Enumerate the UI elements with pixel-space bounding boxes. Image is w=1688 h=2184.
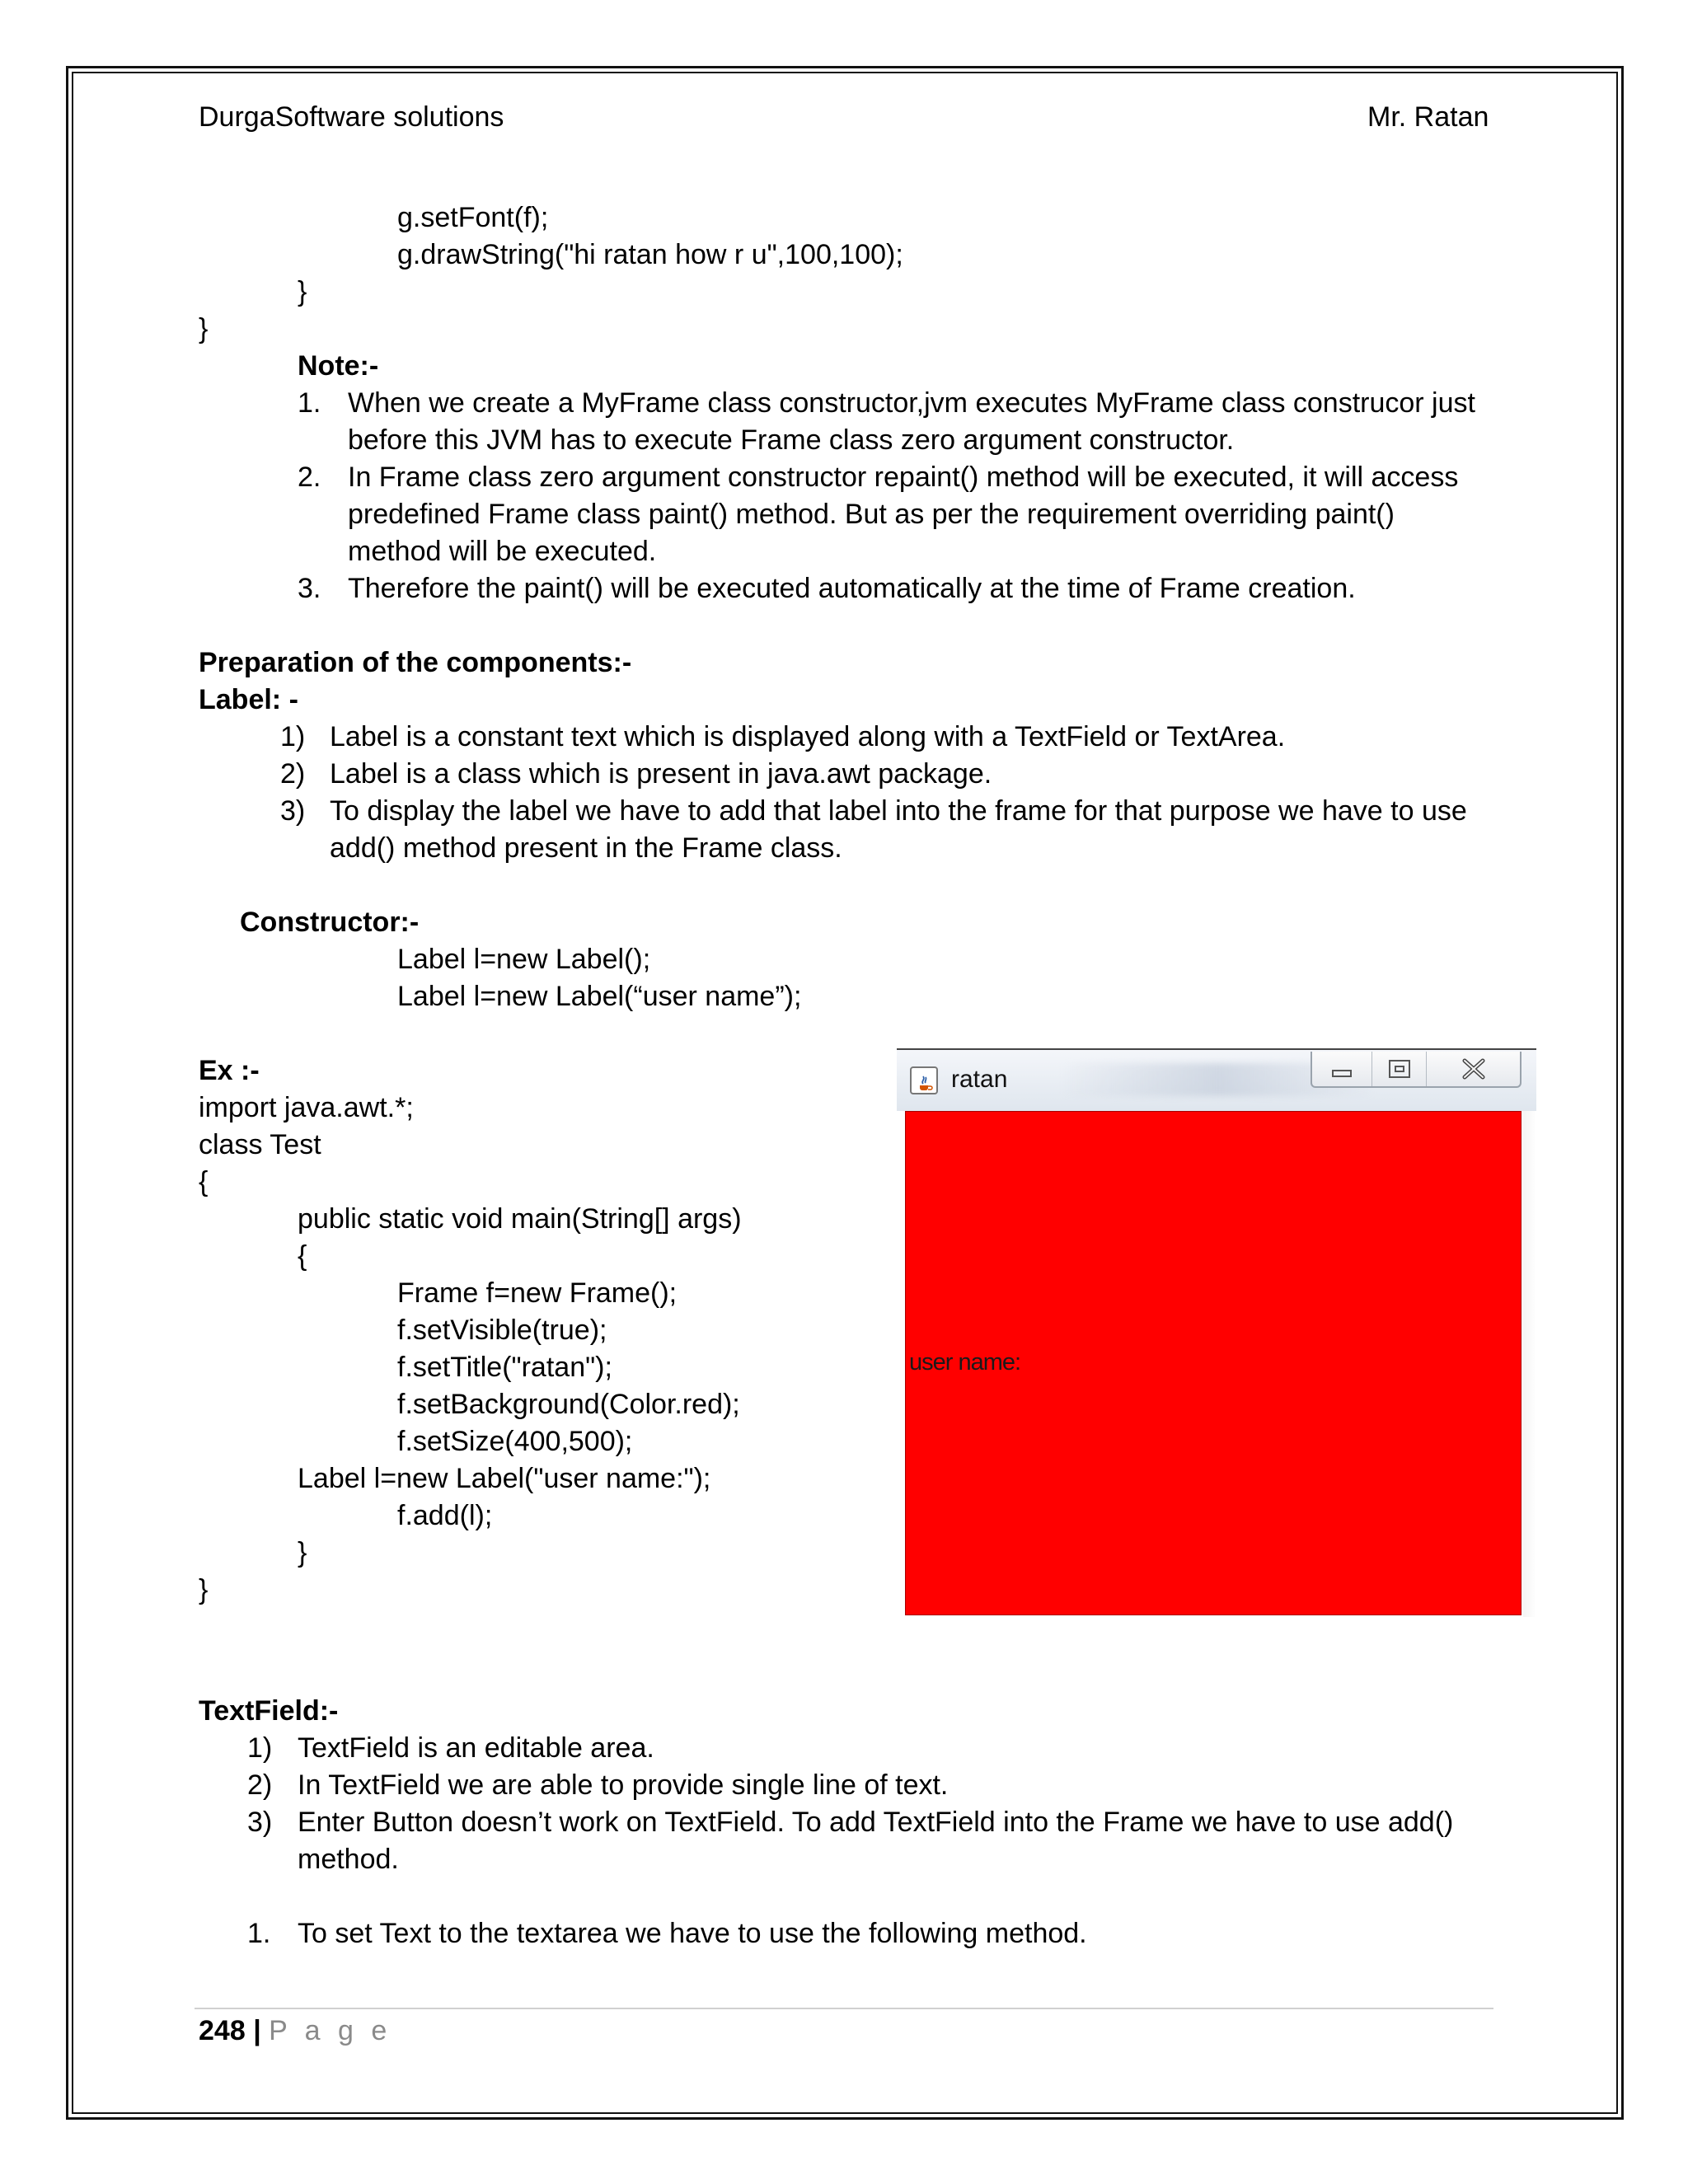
code-line: f.setBackground(Color.red); xyxy=(397,1389,740,1420)
list-item-text: When we create a MyFrame class constructor,jvm executes MyFrame class construcor just xyxy=(348,387,1475,419)
list-item-text: method will be executed. xyxy=(348,536,657,567)
code-line: Label l=new Label(); xyxy=(397,944,651,975)
page-footer xyxy=(199,2013,392,2050)
frame-content-area xyxy=(905,1111,1522,1615)
footer-separator: | xyxy=(253,2015,261,2046)
user-name-label: user name: xyxy=(909,1349,1021,1376)
list-item-text: Enter Button doesn’t work on TextField. To add TextField into the Frame we have to use add() xyxy=(298,1807,1454,1838)
code-line: public static void main(String[] args) xyxy=(298,1203,742,1235)
list-number: 2. xyxy=(298,462,321,493)
code-line: g.setFont(f); xyxy=(397,202,549,233)
window-title: ratan xyxy=(951,1066,1008,1093)
list-number: 1. xyxy=(298,387,321,419)
code-line: f.add(l); xyxy=(397,1500,493,1531)
code-line: import java.awt.*; xyxy=(199,1092,414,1123)
window-controls xyxy=(1311,1052,1522,1088)
code-line: } xyxy=(199,1574,209,1605)
list-item-text: To set Text to the textarea we have to use the following method. xyxy=(298,1918,1087,1949)
list-item-text: predefined Frame class paint() method. But as per the requirement overriding paint() xyxy=(348,499,1395,530)
maximize-icon xyxy=(1389,1060,1410,1078)
list-number: 3) xyxy=(280,795,306,827)
code-line: g.drawString("hi ratan how r u",100,100); xyxy=(397,239,903,270)
list-item-text: Label is a class which is present in java.awt package. xyxy=(330,758,992,790)
header-left: DurgaSoftware solutions xyxy=(199,101,504,133)
list-number: 3) xyxy=(247,1807,273,1838)
maximize-button[interactable] xyxy=(1372,1052,1427,1086)
list-number: 1) xyxy=(247,1732,273,1764)
java-cup-icon xyxy=(910,1066,938,1094)
page-number: 248 xyxy=(199,2015,246,2046)
list-item-text: method. xyxy=(298,1844,399,1875)
minimize-button[interactable] xyxy=(1312,1052,1372,1086)
list-number: 1) xyxy=(280,721,306,752)
list-item-text: before this JVM has to execute Frame class zero argument constructor. xyxy=(348,424,1235,456)
window-title-bar xyxy=(897,1048,1536,1111)
list-item-text: In Frame class zero argument constructor repaint() method will be executed, it will access xyxy=(348,462,1459,493)
list-item-text: Label is a constant text which is displayed along with a TextField or TextArea. xyxy=(330,721,1286,752)
section-heading: Preparation of the components:- xyxy=(199,647,632,678)
textfield-heading: TextField:- xyxy=(199,1695,339,1727)
minimize-icon xyxy=(1332,1070,1352,1077)
constructor-heading: Constructor:- xyxy=(240,907,420,938)
code-brace: } xyxy=(298,276,307,307)
window-edge xyxy=(1523,1111,1536,1617)
code-line: class Test xyxy=(199,1129,321,1160)
code-brace: } xyxy=(199,313,209,344)
code-line: f.setVisible(true); xyxy=(397,1315,607,1346)
page-label: P a g e xyxy=(269,2015,392,2046)
label-heading: Label: - xyxy=(199,684,298,715)
list-number: 3. xyxy=(298,573,321,604)
code-line: f.setTitle("ratan"); xyxy=(397,1352,612,1383)
list-number: 2) xyxy=(280,758,306,790)
code-line: } xyxy=(298,1537,307,1568)
list-item-text: In TextField we are able to provide single line of text. xyxy=(298,1769,949,1801)
list-item-text: Therefore the paint() will be executed automatically at the time of Frame creation. xyxy=(348,573,1356,604)
code-line: Frame f=new Frame(); xyxy=(397,1277,678,1309)
code-line: Label l=new Label("user name:"); xyxy=(298,1463,711,1494)
list-number: 1. xyxy=(247,1918,271,1949)
list-item-text: To display the label we have to add that label into the frame for that purpose we have to use xyxy=(330,795,1467,827)
code-line: { xyxy=(199,1166,209,1197)
list-item-text: add() method present in the Frame class. xyxy=(330,832,842,864)
note-heading: Note:- xyxy=(298,350,379,382)
close-button[interactable] xyxy=(1426,1052,1521,1086)
list-item-text: TextField is an editable area. xyxy=(298,1732,654,1764)
list-number: 2) xyxy=(247,1769,273,1801)
code-line: { xyxy=(298,1240,307,1272)
code-line: Label l=new Label(“user name”); xyxy=(397,981,802,1012)
code-line: f.setSize(400,500); xyxy=(397,1426,633,1457)
footer-divider xyxy=(195,2008,1493,2009)
close-icon xyxy=(1461,1058,1486,1080)
header-right: Mr. Ratan xyxy=(1367,101,1489,133)
awt-frame-screenshot xyxy=(897,1048,1536,1617)
example-heading: Ex :- xyxy=(199,1055,260,1086)
